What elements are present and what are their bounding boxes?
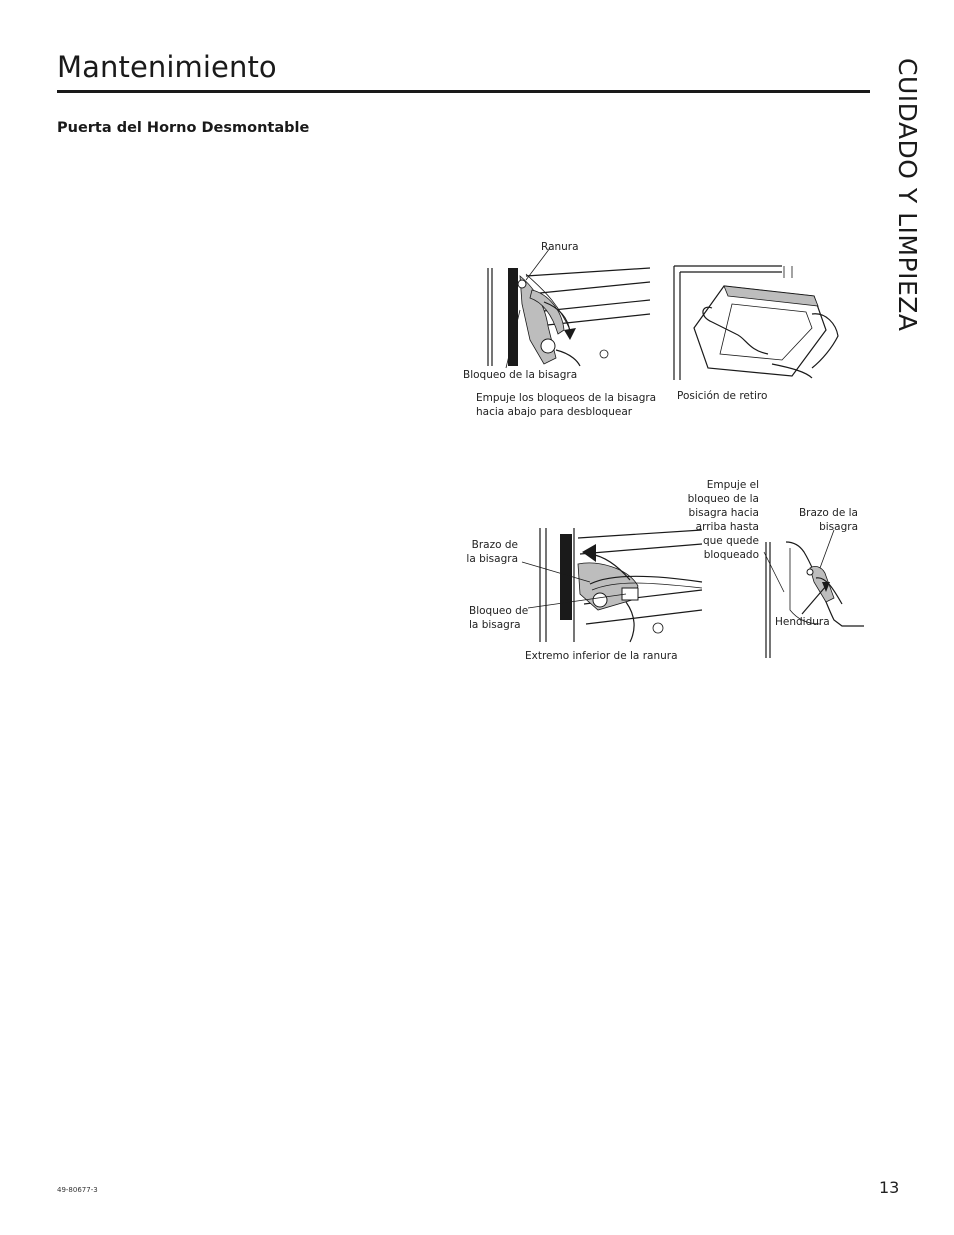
label-push-line1: Empuje el [706, 479, 759, 491]
label-push-line2: bloqueo de la [687, 493, 759, 505]
label-slot-bottom: Extremo inferior de la ranura [525, 650, 678, 662]
title-rule [57, 90, 870, 93]
label-hinge-arm-right-line2: bisagra [819, 521, 858, 533]
label-hinge-lock-line2: la bisagra [469, 619, 521, 631]
label-hinge-arm-right-line1: Brazo de la [798, 507, 858, 519]
label-hinge-lock-line1: Bloqueo de [469, 605, 529, 617]
caption-unlock-line1: Empuje los bloqueos de la bisagra [476, 392, 657, 404]
label-notch: Hendidura [775, 616, 830, 628]
label-hinge-arm-line1: Brazo de [471, 539, 518, 551]
page-title: Mantenimiento [57, 50, 277, 84]
caption-removal-position: Posición de retiro [677, 390, 768, 402]
caption-unlock-line2: hacia abajo para desbloquear [476, 406, 633, 418]
label-push-line3: bisagra hacia [688, 507, 759, 519]
section-title: Puerta del Horno Desmontable [57, 120, 310, 136]
page-number: 13 [879, 1178, 900, 1197]
removal-position-illustration [672, 264, 842, 382]
label-hinge-arm-line2: la bisagra [466, 553, 518, 565]
hinge-notch-illustration [764, 538, 868, 660]
hinge-unlock-illustration [486, 254, 652, 370]
label-push-line6: bloqueado [703, 549, 759, 561]
label-push-line5: que quede [702, 535, 759, 547]
side-tab-care-cleaning: CUIDADO Y LIMPIEZA [893, 58, 922, 332]
document-number: 49-80677-3 [57, 1186, 98, 1194]
label-hinge-lock-top: Bloqueo de la bisagra [463, 369, 578, 381]
label-push-line4: arriba hasta [695, 521, 759, 533]
hinge-lock-illustration [518, 524, 704, 646]
label-slot: Ranura [541, 241, 579, 253]
